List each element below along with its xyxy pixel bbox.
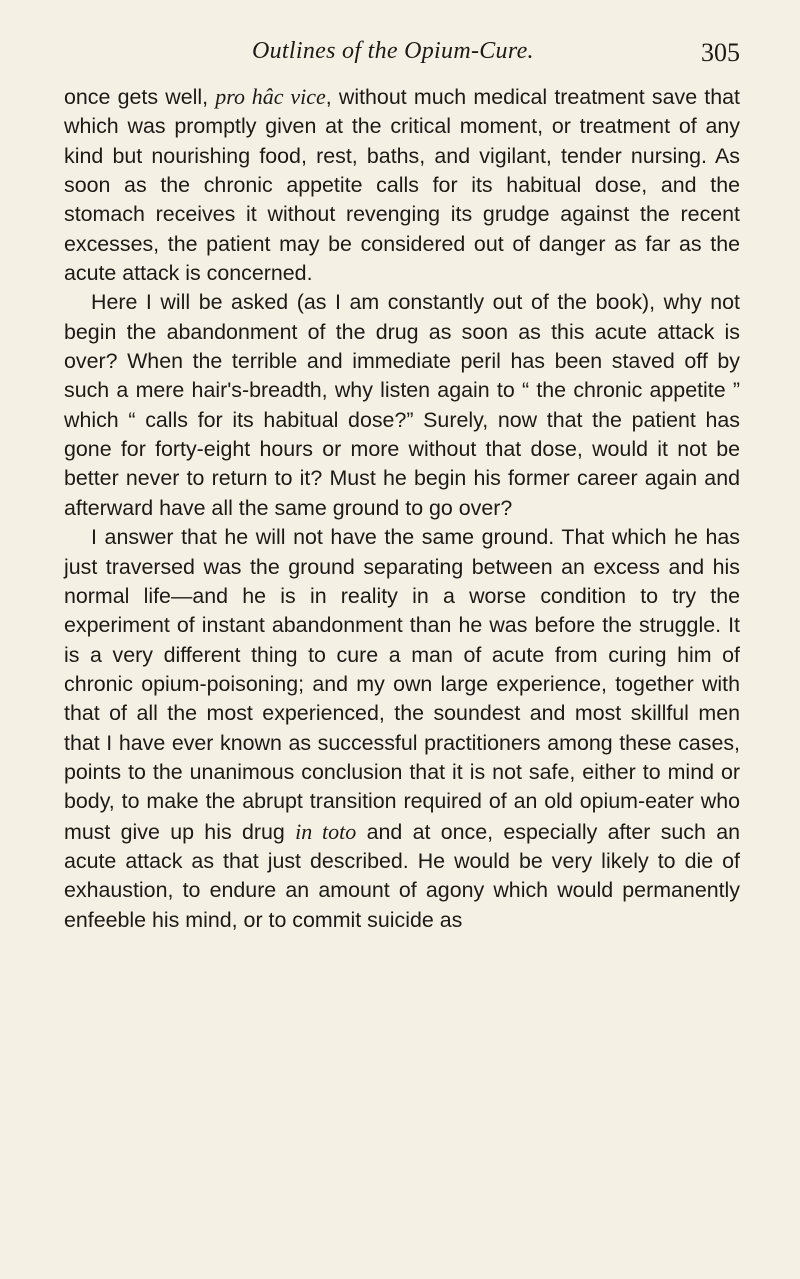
paragraph (64, 523, 740, 935)
paragraph-text: once gets well, (64, 85, 216, 109)
paragraph (64, 288, 740, 523)
paragraph-text: , without much medical treatment save that which was promptly given at the critical moment, or treatment of any kind but nourishing food, rest, baths, and vigilant, tender nursing. As soon as the chronic appetite calls for its habitual dose, and the stomach receives it without revenging its grudge against the recent excesses, the patient may be considered out of danger as far as the acute attack is concerned. (64, 85, 740, 286)
page-number: 305 (701, 38, 740, 67)
latin-phrase: in toto (295, 818, 357, 844)
running-head (64, 28, 740, 68)
paragraph-text: I answer that he will not have the same ground. That which he has just traversed was the ground separating between an excess and his normal life—and he is in reality in a worse condition to try the experiment of instant abandonment than he was before the struggle. It is a very different thing to cure a man of acute from curing him of chronic opium-poisoning; and my own large experience, together with that of all the most experienced, the soundest and most skillful men that I have ever known as successful practitioners among these cases, points to the unanimous conclusion that it is not safe, either to mind or body, to make the abrupt transition required of an old opium-eater who must give up his drug (64, 525, 740, 844)
running-title: Outlines of the Opium-Cure. (252, 38, 534, 64)
paragraph-text: and at once, especially after such an acute attack as that just described. He would be very likely to die of exhaustion, to endure an amount of agony which would permanently enfeeble his mind, or to commit suicide as (64, 819, 740, 932)
body-text (64, 82, 740, 935)
paragraph (64, 82, 740, 288)
latin-phrase: pro hâc vice (215, 84, 326, 109)
paragraph-text: Here I will be asked (as I am constantly out of the book), why not begin the abandonment of the drug as soon as this acute attack is over? When the terrible and immediate peril has been staved off by such a mere hair's-breadth, why listen again to “ the chronic appetite ” which “ calls for its habitual dose?” Surely, now that the patient has gone for forty-eight hours or more without that dose, would it not be better never to return to it? Must he begin his former career again and afterward have all the same ground to go over? (64, 290, 740, 520)
